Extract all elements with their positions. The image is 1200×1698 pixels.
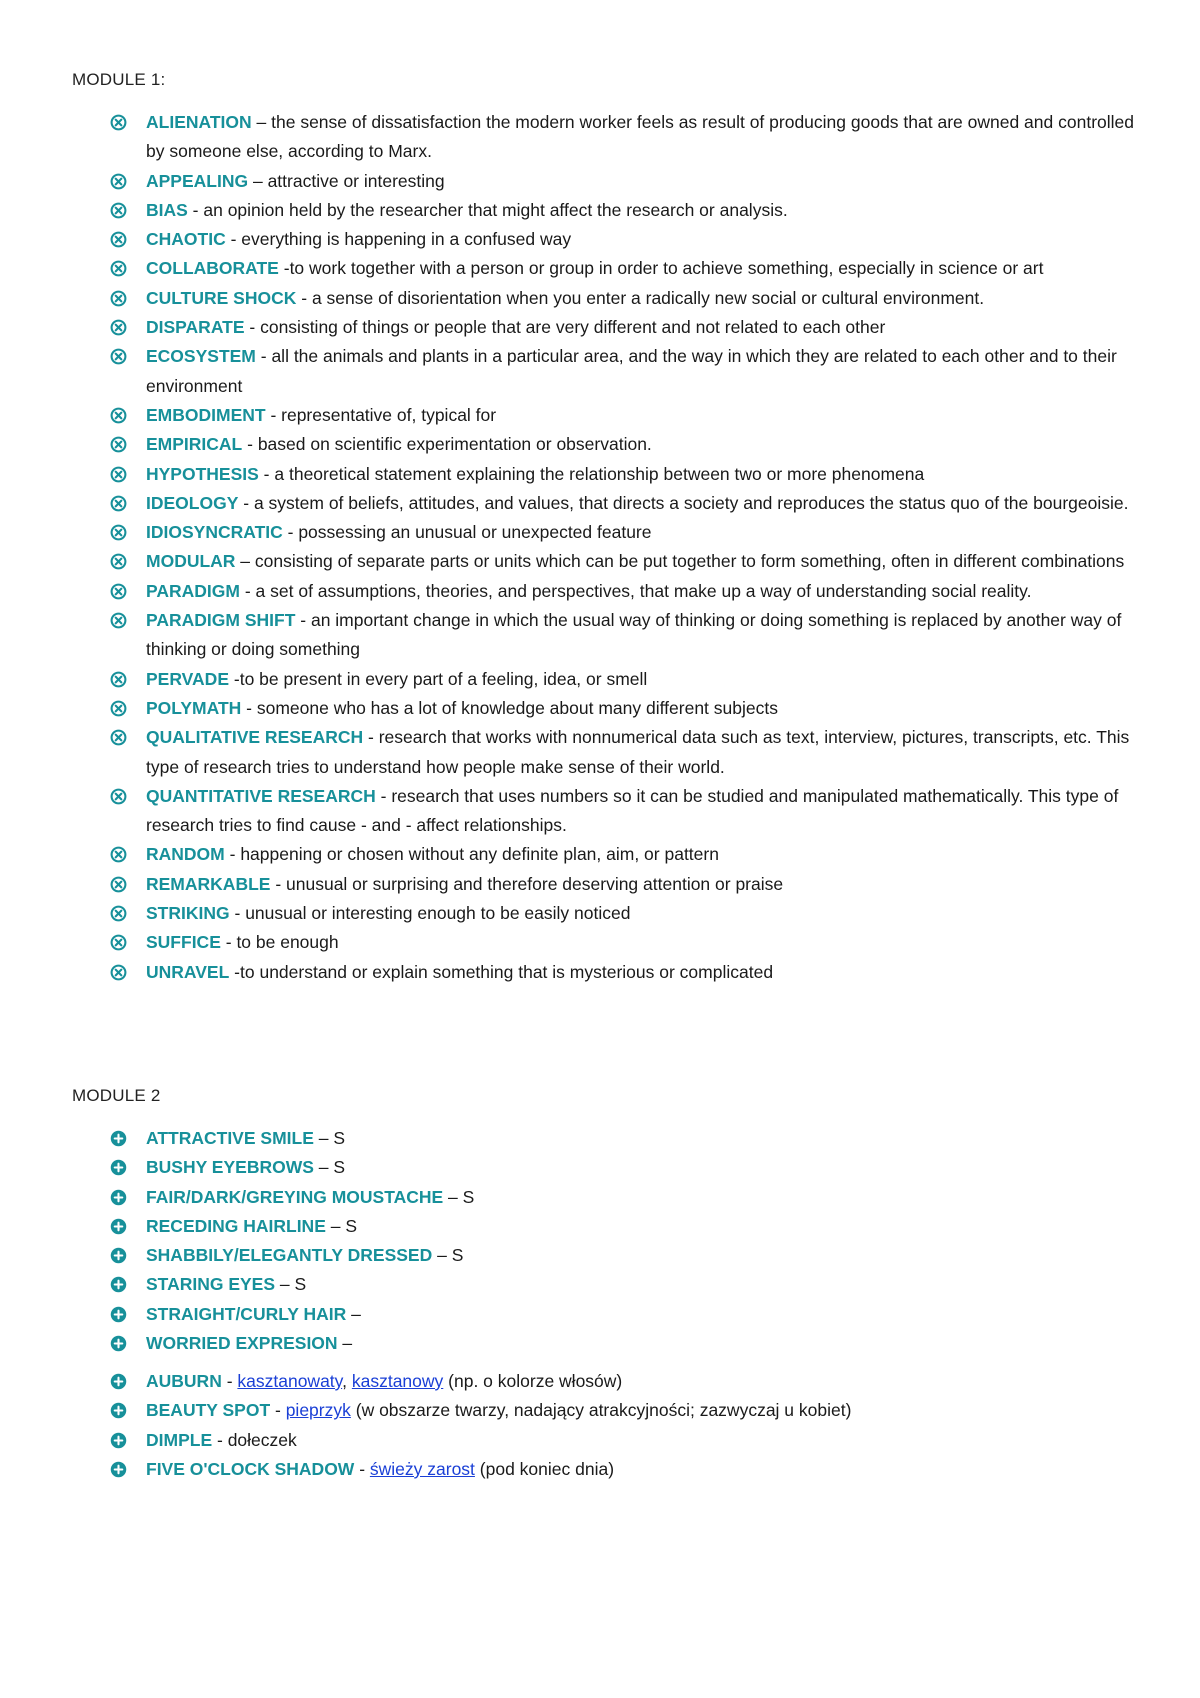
circle-x-bullet-icon — [110, 964, 127, 981]
module-2-list-vocabulary — [110, 1367, 1140, 1484]
glossary-item — [110, 518, 1140, 547]
glossary-definition: unusual or interesting enough to be easily noticed — [245, 903, 631, 924]
glossary-term: PERVADE — [146, 668, 229, 689]
glossary-item — [110, 723, 1140, 782]
term-separator: – — [432, 1245, 452, 1266]
glossary-term: CHAOTIC — [146, 229, 226, 250]
term-separator: - — [295, 610, 311, 631]
circle-x-bullet-icon — [110, 202, 127, 219]
glossary-definition: S — [294, 1274, 307, 1295]
glossary-item — [110, 577, 1140, 606]
glossary-item — [110, 167, 1140, 196]
glossary-term: HYPOTHESIS — [146, 463, 259, 484]
term-separator: - — [239, 580, 256, 601]
circle-x-bullet-icon — [110, 671, 127, 688]
glossary-definition: happening or chosen without any definite plan, aim, or pattern — [240, 844, 719, 865]
glossary-term: ATTRACTIVE SMILE — [146, 1128, 314, 1148]
term-separator: – — [443, 1186, 463, 1207]
glossary-definition: to be present in every part of a feeling, idea, or smell — [239, 668, 648, 689]
term-separator: – — [251, 112, 272, 132]
translation-note: (pod koniec dnia) — [474, 1458, 615, 1479]
circle-plus-bullet-icon — [110, 1130, 127, 1147]
translation-note: dołeczek — [227, 1429, 297, 1450]
circle-x-bullet-icon — [110, 114, 127, 131]
term-separator: - — [212, 1429, 228, 1450]
glossary-term: ECOSYSTEM — [146, 346, 256, 367]
glossary-definition: everything is happening in a confused way — [241, 229, 572, 250]
term-separator: - — [363, 727, 379, 748]
glossary-definition: to understand or explain something that is mysterious or complicated — [240, 961, 774, 982]
glossary-definition: all the animals and plants in a particular area, and the way in which they are related to each other and to their environment — [146, 346, 1117, 396]
translation-link[interactable]: pieprzyk — [285, 1400, 351, 1421]
glossary-item — [110, 1329, 1140, 1358]
glossary-definition: a set of assumptions, theories, and perspectives, that make up a way of understanding social reality. — [255, 580, 1032, 601]
glossary-item — [110, 1396, 1140, 1425]
glossary-definition: an opinion held by the researcher that might affect the research or analysis. — [203, 199, 788, 220]
glossary-term: COLLABORATE — [146, 258, 279, 279]
glossary-item — [110, 840, 1140, 869]
glossary-item — [110, 1124, 1140, 1153]
glossary-definition: a system of beliefs, attitudes, and values, that directs a society and reproduces the status quo of the bourgeoisie. — [253, 492, 1129, 513]
term-separator: - — [242, 434, 258, 455]
glossary-item — [110, 254, 1140, 283]
circle-x-bullet-icon — [110, 348, 127, 365]
glossary-term: AUBURN — [146, 1371, 222, 1391]
term-separator: - — [244, 317, 261, 338]
circle-x-bullet-icon — [110, 466, 127, 483]
circle-x-bullet-icon — [110, 934, 127, 951]
glossary-item — [110, 1153, 1140, 1182]
glossary-item — [110, 694, 1140, 723]
term-separator: – — [275, 1274, 295, 1295]
term-separator: - — [221, 1371, 238, 1391]
glossary-definition: S — [462, 1186, 475, 1207]
glossary-term: STARING EYES — [146, 1274, 276, 1295]
glossary-term: QUALITATIVE RESEARCH — [146, 727, 364, 748]
translation-link[interactable]: kasztanowy — [351, 1371, 444, 1391]
glossary-term: EMBODIMENT — [146, 404, 266, 425]
glossary-term: CULTURE SHOCK — [146, 287, 297, 308]
glossary-item — [110, 1183, 1140, 1212]
term-separator: – — [235, 551, 255, 572]
glossary-item — [110, 313, 1140, 342]
glossary-term: RECEDING HAIRLINE — [146, 1215, 326, 1236]
term-separator: - — [220, 932, 237, 953]
glossary-definition: consisting of separate parts or units which can be put together to form something, often in different combinations — [254, 551, 1125, 572]
circle-x-bullet-icon — [110, 876, 127, 893]
link-separator: , — [342, 1371, 352, 1391]
glossary-definition: attractive or interesting — [267, 170, 445, 191]
glossary-term: DISPARATE — [146, 317, 245, 338]
glossary-term: DIMPLE — [146, 1429, 213, 1450]
glossary-term: STRIKING — [146, 903, 230, 924]
circle-x-bullet-icon — [110, 905, 127, 922]
glossary-definition: S — [333, 1157, 346, 1178]
glossary-definition: S — [333, 1128, 346, 1148]
glossary-item — [110, 782, 1140, 841]
glossary-definition: the sense of dissatisfaction the modern worker feels as result of producing goods that are owned and controlled by someone else, according to Marx. — [146, 112, 1134, 162]
glossary-term: UNRAVEL — [146, 961, 230, 982]
glossary-term: WORRIED EXPRESION — [146, 1333, 338, 1354]
circle-plus-bullet-icon — [110, 1373, 127, 1390]
glossary-item — [110, 342, 1140, 401]
module-1-list — [110, 108, 1140, 987]
module-1-heading: MODULE 1: — [72, 70, 166, 89]
circle-plus-bullet-icon — [110, 1276, 127, 1293]
glossary-item — [110, 1270, 1140, 1299]
glossary-term: IDEOLOGY — [146, 492, 239, 513]
glossary-term: QUANTITATIVE RESEARCH — [146, 785, 376, 806]
glossary-item — [110, 1241, 1140, 1270]
glossary-term: BEAUTY SPOT — [146, 1400, 271, 1421]
circle-x-bullet-icon — [110, 290, 127, 307]
circle-x-bullet-icon — [110, 846, 127, 863]
term-separator: - — [187, 199, 204, 220]
circle-plus-bullet-icon — [110, 1218, 127, 1235]
term-separator: - — [224, 844, 241, 865]
glossary-definition: an important change in which the usual way of thinking or doing something is replaced by another way of thinking or doing something — [146, 610, 1122, 660]
circle-x-bullet-icon — [110, 700, 127, 717]
glossary-definition: someone who has a lot of knowledge about many different subjects — [256, 697, 778, 718]
glossary-item — [110, 1300, 1140, 1329]
module-2-list-features — [110, 1124, 1140, 1358]
glossary-term: APPEALING — [146, 170, 249, 191]
glossary-item — [110, 1212, 1140, 1241]
glossary-term: BUSHY EYEBROWS — [146, 1157, 314, 1178]
term-separator: - — [296, 287, 312, 308]
glossary-item — [110, 430, 1140, 459]
glossary-item — [110, 1367, 1140, 1396]
glossary-term: ALIENATION — [146, 112, 252, 132]
glossary-term: BIAS — [146, 199, 188, 220]
translation-note: (np. o kolorze włosów) — [443, 1371, 623, 1391]
glossary-definition: representative of, typical for — [281, 404, 497, 425]
circle-x-bullet-icon — [110, 788, 127, 805]
term-separator: - — [225, 229, 242, 250]
glossary-item — [110, 196, 1140, 225]
term-separator: – — [313, 1157, 334, 1178]
circle-x-bullet-icon — [110, 729, 127, 746]
glossary-item — [110, 606, 1140, 665]
circle-plus-bullet-icon — [110, 1432, 127, 1449]
term-separator: - — [270, 873, 287, 894]
glossary-item — [110, 108, 1140, 167]
glossary-term: SHABBILY/ELEGANTLY DRESSED — [146, 1245, 433, 1266]
circle-plus-bullet-icon — [110, 1159, 127, 1176]
glossary-term: PARADIGM SHIFT — [146, 610, 296, 631]
circle-plus-bullet-icon — [110, 1247, 127, 1264]
glossary-definition: S — [345, 1215, 358, 1236]
glossary-definition: research that works with nonnumerical data such as text, interview, pictures, transcripts, etc. This type of research tries to understand how people make sense of their world. — [146, 727, 1130, 777]
glossary-item — [110, 401, 1140, 430]
term-separator: - — [354, 1458, 370, 1479]
term-separator: – — [325, 1215, 346, 1236]
circle-plus-bullet-icon — [110, 1189, 127, 1206]
term-separator: - — [229, 668, 240, 689]
glossary-term: FIVE O'CLOCK SHADOW — [146, 1458, 355, 1479]
term-separator: – — [346, 1303, 361, 1324]
glossary-term: STRAIGHT/CURLY HAIR — [146, 1303, 347, 1324]
term-separator: – — [248, 170, 268, 191]
translation-note: (w obszarze twarzy, nadający atrakcyjności; zazwyczaj u kobiet) — [350, 1400, 852, 1421]
circle-x-bullet-icon — [110, 553, 127, 570]
glossary-term: POLYMATH — [146, 697, 242, 718]
module-2-heading: MODULE 2 — [72, 1086, 161, 1105]
term-separator: - — [238, 492, 254, 513]
glossary-term: REMARKABLE — [146, 873, 271, 894]
glossary-item — [110, 489, 1140, 518]
term-separator: - — [282, 522, 299, 543]
glossary-term: EMPIRICAL — [146, 434, 243, 455]
glossary-item — [110, 460, 1140, 489]
glossary-item — [110, 958, 1140, 987]
circle-x-bullet-icon — [110, 319, 127, 336]
term-separator: - — [241, 697, 257, 718]
term-separator: - — [265, 404, 282, 425]
term-separator: - — [270, 1400, 286, 1421]
circle-x-bullet-icon — [110, 612, 127, 629]
glossary-term: MODULAR — [146, 551, 236, 572]
circle-x-bullet-icon — [110, 583, 127, 600]
circle-plus-bullet-icon — [110, 1461, 127, 1478]
glossary-item — [110, 928, 1140, 957]
circle-x-bullet-icon — [110, 524, 127, 541]
glossary-definition: a theoretical statement explaining the relationship between two or more phenomena — [274, 463, 925, 484]
circle-x-bullet-icon — [110, 173, 127, 190]
term-separator: - — [278, 258, 290, 279]
glossary-definition: based on scientific experimentation or observation. — [257, 434, 652, 455]
glossary-item — [110, 1426, 1140, 1455]
glossary-definition: consisting of things or people that are very different and not related to each other — [260, 317, 886, 338]
circle-x-bullet-icon — [110, 231, 127, 248]
glossary-item — [110, 225, 1140, 254]
circle-plus-bullet-icon — [110, 1306, 127, 1323]
glossary-definition: to be enough — [236, 932, 339, 953]
glossary-definition: S — [451, 1245, 464, 1266]
circle-x-bullet-icon — [110, 260, 127, 277]
term-separator: - — [229, 961, 240, 982]
glossary-item — [110, 870, 1140, 899]
circle-x-bullet-icon — [110, 436, 127, 453]
glossary-term: IDIOSYNCRATIC — [146, 522, 283, 543]
glossary-term: FAIR/DARK/GREYING MOUSTACHE — [146, 1186, 444, 1207]
glossary-definition: unusual or surprising and therefore deserving attention or praise — [286, 873, 784, 894]
glossary-definition: possessing an unusual or unexpected feature — [298, 522, 652, 543]
term-separator: - — [255, 346, 272, 367]
glossary-item — [110, 665, 1140, 694]
glossary-term: SUFFICE — [146, 932, 221, 953]
term-separator: – — [313, 1128, 334, 1148]
glossary-item — [110, 899, 1140, 928]
translation-link[interactable]: świeży zarost — [369, 1458, 475, 1479]
glossary-definition: to work together with a person or group in order to achieve something, especially in science or art — [289, 258, 1044, 279]
glossary-item — [110, 1455, 1140, 1484]
term-separator: – — [337, 1333, 353, 1354]
circle-x-bullet-icon — [110, 407, 127, 424]
term-separator: - — [229, 903, 246, 924]
glossary-term: RANDOM — [146, 844, 225, 865]
glossary-item — [110, 547, 1140, 576]
glossary-definition: a sense of disorientation when you enter a radically new social or cultural environment. — [311, 287, 985, 308]
term-separator: - — [258, 463, 275, 484]
glossary-item — [110, 284, 1140, 313]
glossary-term: PARADIGM — [146, 580, 240, 601]
term-separator: - — [375, 785, 392, 806]
glossary-definition: research that uses numbers so it can be studied and manipulated mathematically. This type of research tries to find cause - and - affect relationships. — [146, 785, 1119, 836]
circle-plus-bullet-icon — [110, 1402, 127, 1419]
circle-plus-bullet-icon — [110, 1335, 127, 1352]
translation-link[interactable]: kasztanowaty — [237, 1371, 343, 1391]
circle-x-bullet-icon — [110, 495, 127, 512]
